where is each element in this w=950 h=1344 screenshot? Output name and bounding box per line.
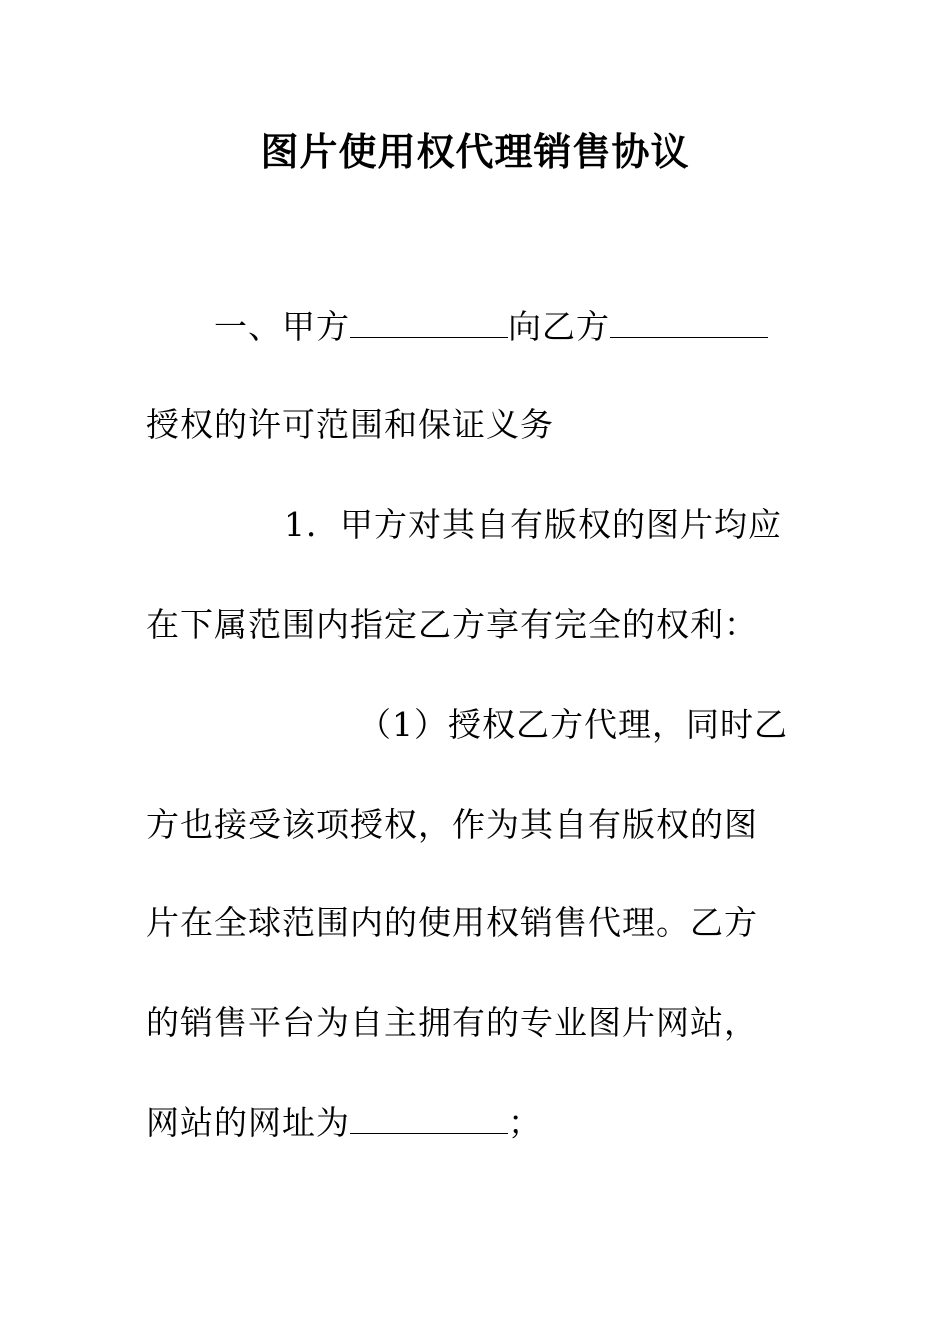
website-url-label: 网站的网址为 — [146, 1103, 350, 1142]
paragraph-line: 在下属范围内指定乙方享有完全的权利： — [146, 605, 758, 644]
paragraph-line: 方也接受该项授权，作为其自有版权的图 — [146, 805, 758, 844]
party-a-label: 一、甲方 — [214, 307, 350, 346]
paragraph-line: 授权的许可范围和保证义务 — [146, 405, 554, 444]
paragraph-line: 1．甲方对其自有版权的图片均应 — [284, 505, 782, 544]
party-b-blank — [610, 303, 768, 338]
website-url-end: ； — [508, 1103, 542, 1142]
paragraph-line: （1）授权乙方代理，同时乙 — [358, 705, 788, 744]
paragraph-line: 的销售平台为自主拥有的专业图片网站， — [146, 1003, 758, 1042]
document-title: 图片使用权代理销售协议 — [260, 130, 690, 174]
party-a-blank — [350, 303, 508, 338]
website-url-line — [146, 1098, 806, 1148]
website-url-blank — [350, 1099, 508, 1134]
party-b-label: 向乙方 — [508, 307, 610, 346]
paragraph-line: 片在全球范围内的使用权销售代理。乙方 — [146, 903, 758, 942]
clause-one-heading — [214, 302, 874, 352]
